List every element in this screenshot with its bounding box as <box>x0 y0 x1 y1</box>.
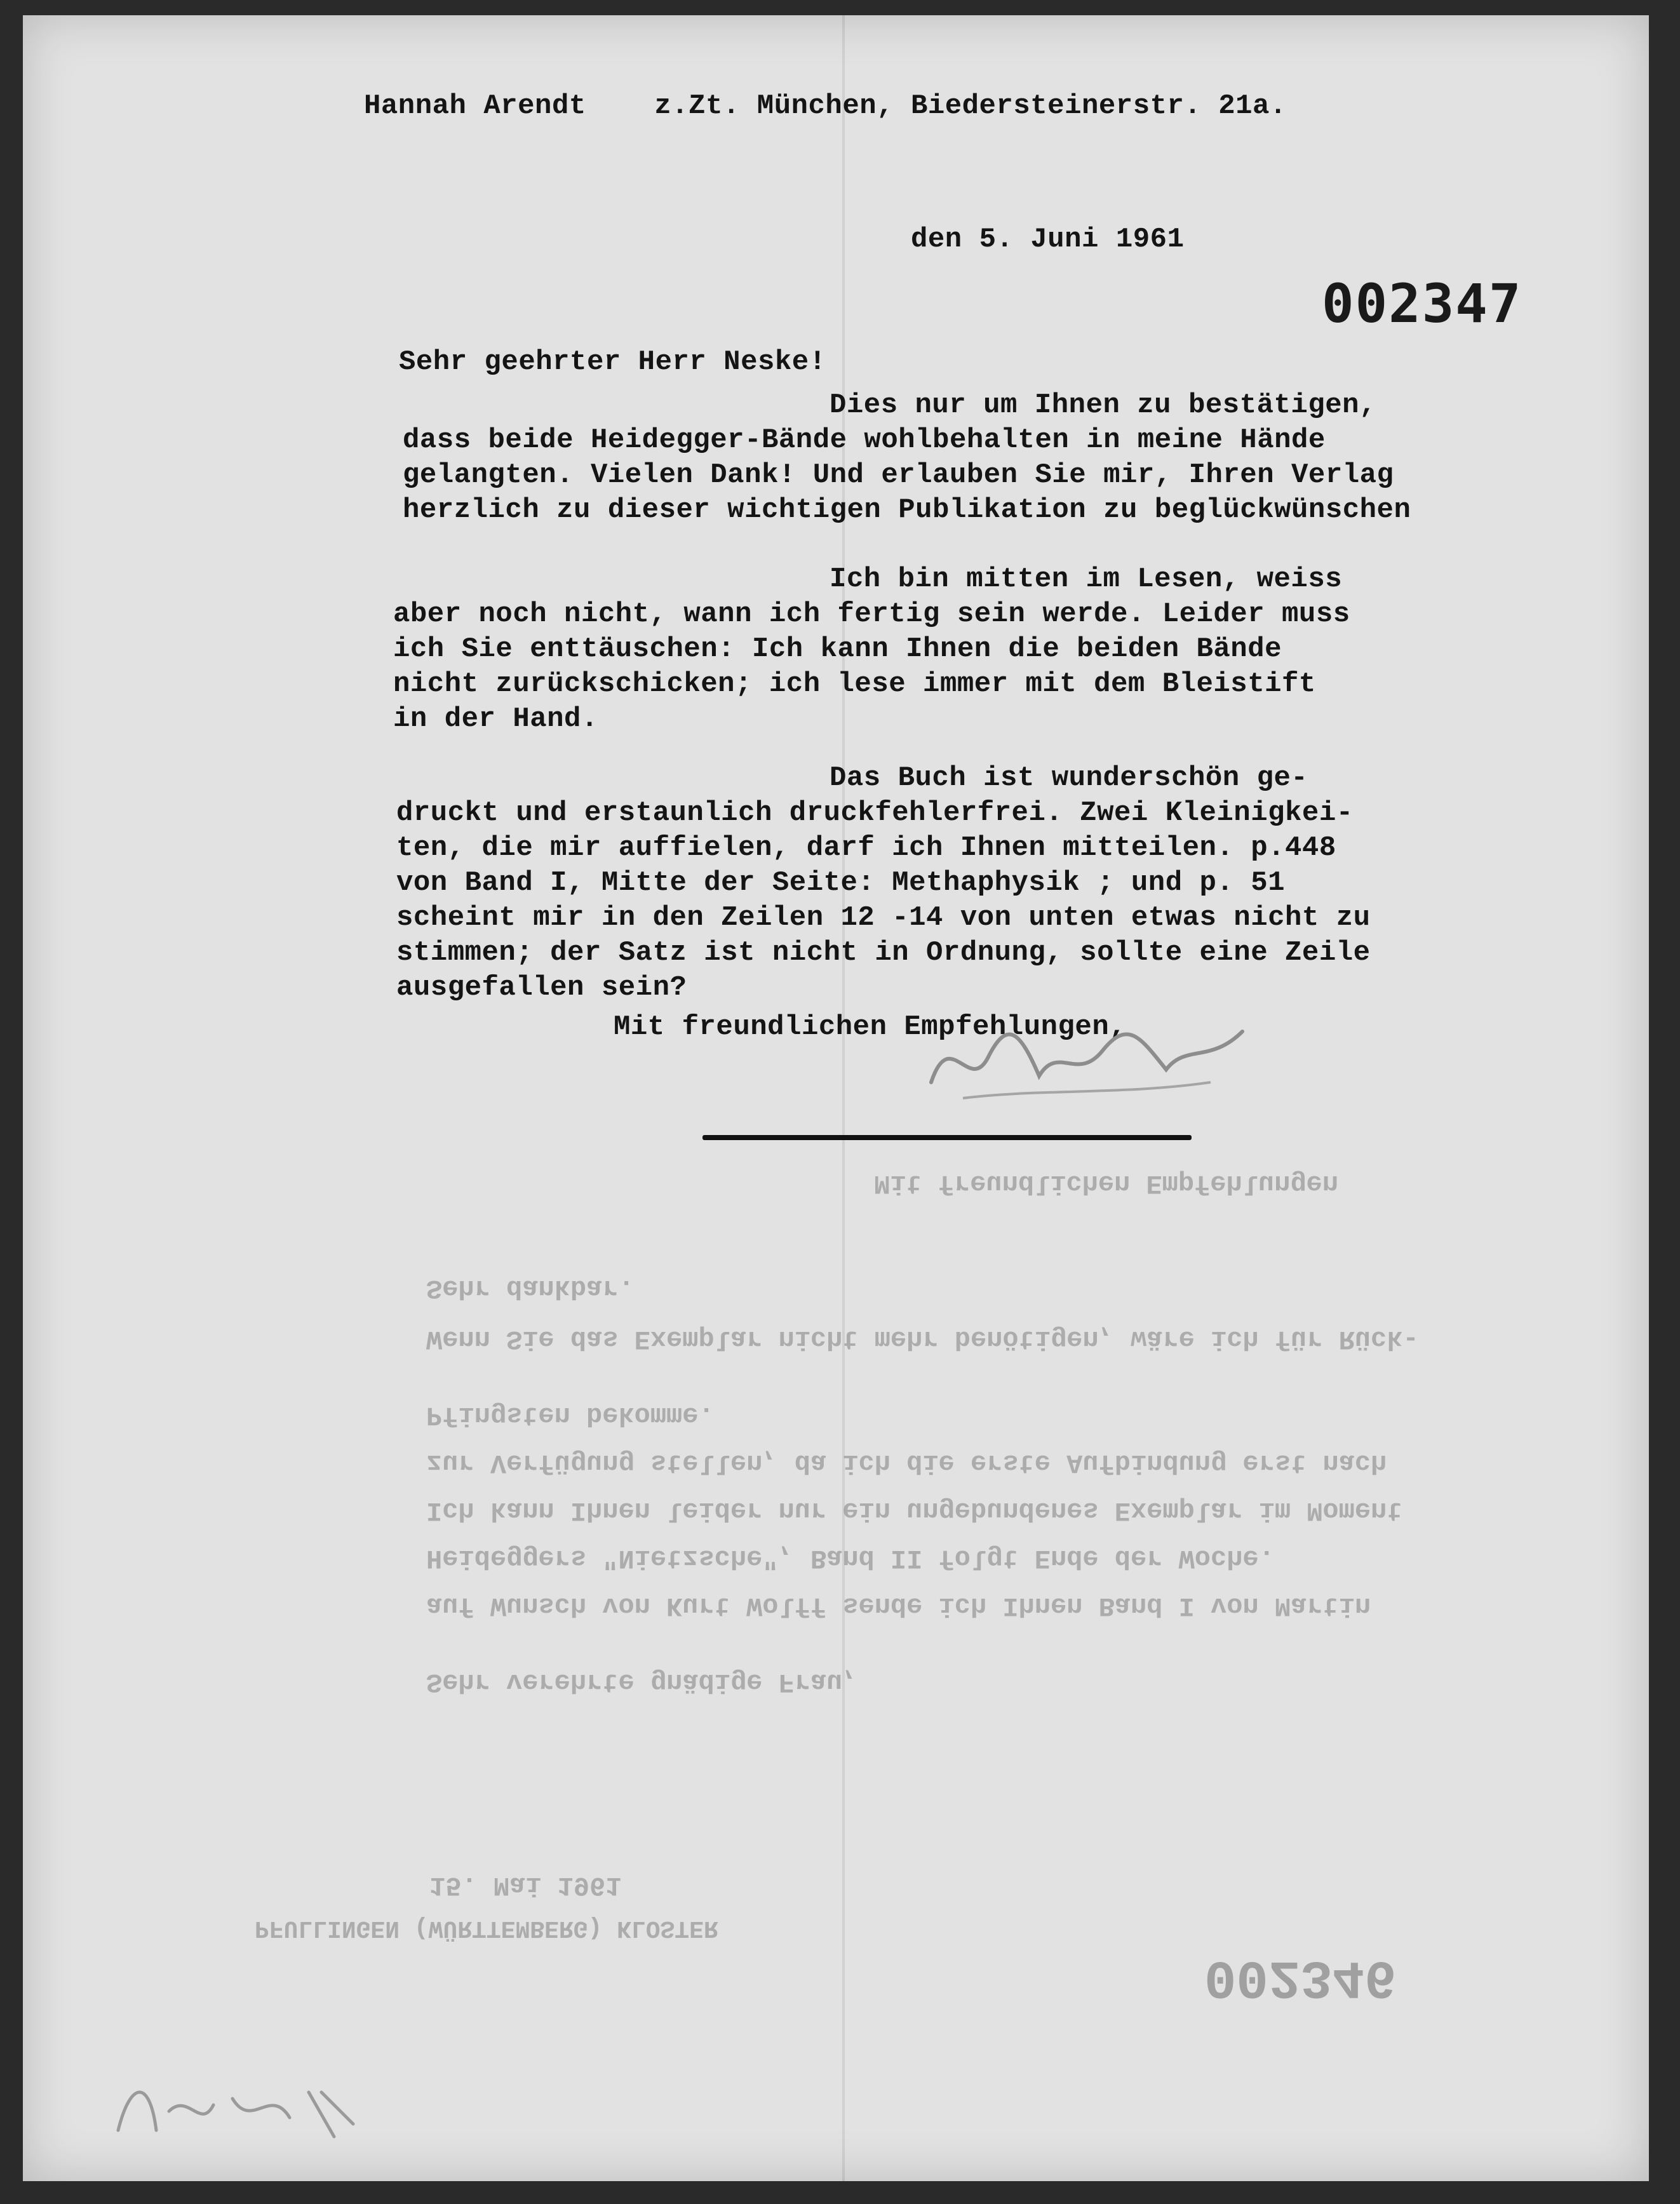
letter-date: den 5. Juni 1961 <box>911 224 1185 255</box>
letter-header: Hannah Arendt z.Zt. München, Biedersteinerstr. 21a. <box>364 90 1287 122</box>
paragraph3-line: Das Buch ist wunderschön ge- <box>830 762 1308 794</box>
paragraph2-line: nicht zurückschicken; ich lese immer mit dem Bleistift <box>393 668 1316 700</box>
paragraph2-line: ich Sie enttäuschen: Ich kann Ihnen die beiden Bände <box>393 633 1282 665</box>
paragraph2-line: aber noch nicht, wann ich fertig sein werde. Leider muss <box>393 598 1350 630</box>
paragraph1-line: dass beide Heidegger-Bände wohlbehalten in meine Hände <box>403 424 1326 456</box>
showthrough-line: Heideggers "Nietzsche", Band II folgt Ende der Woche. <box>426 1543 1275 1573</box>
showthrough-stamp: 002346 <box>1204 1946 1397 2006</box>
paragraph3-line: ten, die mir auffielen, darf ich Ihnen mitteilen. p.448 <box>396 832 1336 864</box>
archive-stamp: 002347 <box>1322 272 1522 335</box>
paragraph1-line: gelangten. Vielen Dank! Und erlauben Sie mir, Ihren Verlag <box>403 459 1394 491</box>
signature <box>912 987 1293 1114</box>
showthrough-line: Mit freundlichen Empfehlungen <box>874 1168 1338 1199</box>
signature-rule <box>702 1135 1192 1140</box>
paragraph1-line: herzlich zu dieser wichtigen Publikation zu beglückwünschen <box>403 494 1411 526</box>
showthrough-line: Pfingsten bekomme. <box>426 1400 715 1430</box>
showthrough-letterhead: PFULLINGEN (WÜRTTEMBERG) KLOSTER <box>255 1914 718 1942</box>
paragraph3-line: stimmen; der Satz ist nicht in Ordnung, sollte eine Zeile <box>396 937 1371 969</box>
showthrough-line: Wenn Sie das Exemplar nicht mehr benötigen, wäre ich für Rück- <box>426 1324 1419 1354</box>
paragraph1-line: Dies nur um Ihnen zu bestätigen, <box>830 389 1376 421</box>
paragraph3-line: druckt und erstaunlich druckfehlerfrei. Zwei Kleinigkei- <box>396 797 1354 829</box>
showthrough-line: zur Verfügung stellen, da ich die erste Aufbindung erst nach <box>426 1448 1387 1478</box>
paragraph2-line: in der Hand. <box>393 703 598 735</box>
paragraph2-line: Ich bin mitten im Lesen, weiss <box>830 563 1343 595</box>
showthrough-line: Sehr verehrte gnädige Frau, <box>426 1667 859 1697</box>
showthrough-line: Sehr dankbar. <box>426 1273 635 1303</box>
closing: Mit freundlichen Empfehlungen, <box>614 1011 1127 1043</box>
paragraph3-line: ausgefallen sein? <box>396 972 687 1004</box>
paragraph3-line: scheint mir in den Zeilen 12 -14 von unten etwas nicht zu <box>396 902 1371 934</box>
fold-line <box>842 15 845 2181</box>
salutation: Sehr geehrter Herr Neske! <box>399 346 826 378</box>
showthrough-line: 15. Mai 1961 <box>429 1870 622 1900</box>
pencil-annotation <box>105 2054 372 2156</box>
letter-sheet <box>23 15 1649 2181</box>
showthrough-line: auf Wunsch von Kurt Wolff sende ich Ihnen Band I von Martin <box>426 1590 1371 1621</box>
paragraph3-line: von Band I, Mitte der Seite: Methaphysik ; und p. 51 <box>396 867 1286 899</box>
showthrough-line: Ich kann Ihnen leider nur ein ungebundenes Exemplar im Moment <box>426 1495 1403 1526</box>
